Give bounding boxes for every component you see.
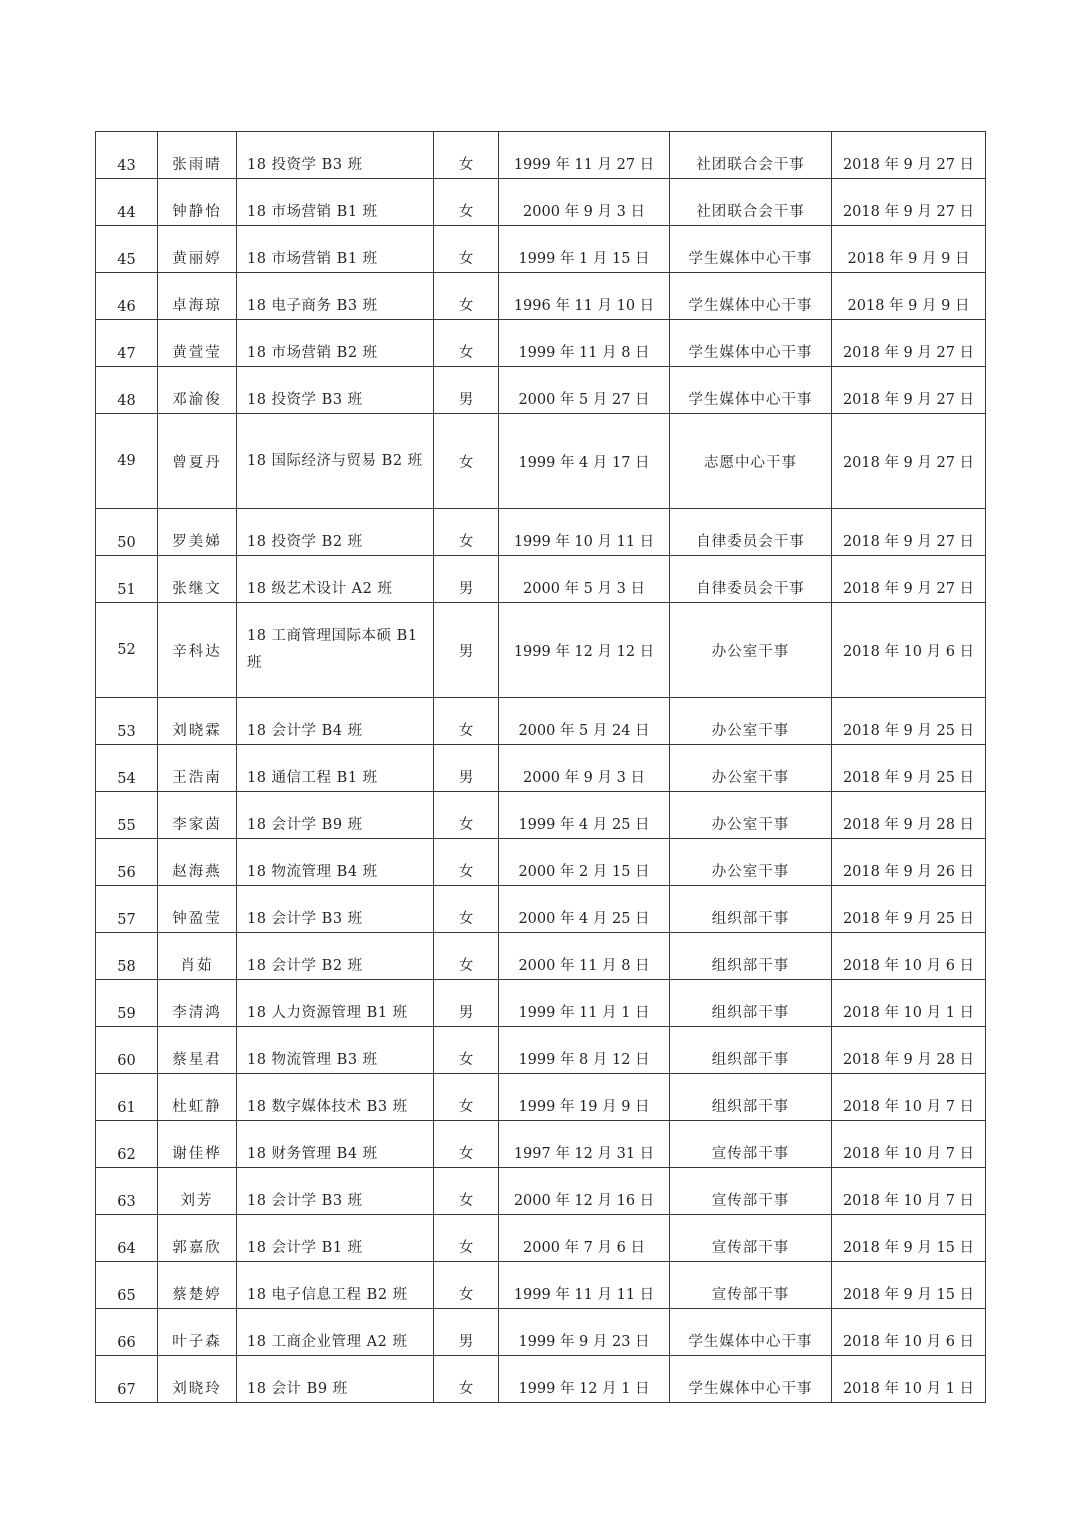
birth-date-cell: 1996 年 11 月 10 日 <box>499 273 670 320</box>
student-name-cell: 曾夏丹 <box>158 414 237 509</box>
table-row <box>96 839 986 886</box>
position-cell: 学生媒体中心干事 <box>670 226 832 273</box>
table-row <box>96 792 986 839</box>
student-name-cell: 李清鸿 <box>158 980 237 1027</box>
gender-cell: 女 <box>434 1027 499 1074</box>
table-row <box>96 226 986 273</box>
birth-date-cell: 1999 年 11 月 27 日 <box>499 132 670 179</box>
gender-cell: 男 <box>434 980 499 1027</box>
position-cell: 自律委员会干事 <box>670 556 832 603</box>
row-number-cell: 50 <box>96 509 158 556</box>
gender-cell: 女 <box>434 1168 499 1215</box>
position-cell: 办公室干事 <box>670 839 832 886</box>
birth-date-cell: 1999 年 10 月 11 日 <box>499 509 670 556</box>
join-date-cell: 2018 年 9 月 27 日 <box>832 414 986 509</box>
class-name-cell: 18 投资学 B2 班 <box>237 509 434 556</box>
join-date-cell: 2018 年 9 月 25 日 <box>832 698 986 745</box>
join-date-cell: 2018 年 9 月 9 日 <box>832 226 986 273</box>
student-name-cell: 刘芳 <box>158 1168 237 1215</box>
birth-date-cell: 1999 年 1 月 15 日 <box>499 226 670 273</box>
table-row <box>96 1309 986 1356</box>
gender-cell: 女 <box>434 226 499 273</box>
position-cell: 办公室干事 <box>670 698 832 745</box>
class-name-cell: 18 会计学 B3 班 <box>237 886 434 933</box>
student-name-cell: 肖茹 <box>158 933 237 980</box>
class-name-cell: 18 数字媒体技术 B3 班 <box>237 1074 434 1121</box>
gender-cell: 女 <box>434 1074 499 1121</box>
position-cell: 宣传部干事 <box>670 1262 832 1309</box>
class-name-cell: 18 会计学 B1 班 <box>237 1215 434 1262</box>
student-name-cell: 赵海燕 <box>158 839 237 886</box>
birth-date-cell: 2000 年 11 月 8 日 <box>499 933 670 980</box>
join-date-cell: 2018 年 10 月 7 日 <box>832 1121 986 1168</box>
table-row <box>96 1215 986 1262</box>
row-number-cell: 60 <box>96 1027 158 1074</box>
gender-cell: 女 <box>434 886 499 933</box>
birth-date-cell: 1999 年 12 月 1 日 <box>499 1356 670 1403</box>
position-cell: 宣传部干事 <box>670 1215 832 1262</box>
gender-cell: 女 <box>434 320 499 367</box>
row-number-cell: 45 <box>96 226 158 273</box>
position-cell: 学生媒体中心干事 <box>670 320 832 367</box>
gender-cell: 女 <box>434 132 499 179</box>
student-name-cell: 钟静怡 <box>158 179 237 226</box>
row-number-cell: 46 <box>96 273 158 320</box>
join-date-cell: 2018 年 10 月 7 日 <box>832 1168 986 1215</box>
student-name-cell: 罗美娣 <box>158 509 237 556</box>
join-date-cell: 2018 年 9 月 27 日 <box>832 179 986 226</box>
student-name-cell: 蔡楚婷 <box>158 1262 237 1309</box>
gender-cell: 女 <box>434 1121 499 1168</box>
birth-date-cell: 2000 年 9 月 3 日 <box>499 179 670 226</box>
student-name-cell: 刘晓玲 <box>158 1356 237 1403</box>
position-cell: 社团联合会干事 <box>670 179 832 226</box>
gender-cell: 男 <box>434 1309 499 1356</box>
student-name-cell: 叶子森 <box>158 1309 237 1356</box>
birth-date-cell: 1999 年 19 月 9 日 <box>499 1074 670 1121</box>
table-row <box>96 509 986 556</box>
birth-date-cell: 2000 年 2 月 15 日 <box>499 839 670 886</box>
position-cell: 组织部干事 <box>670 1027 832 1074</box>
table-row <box>96 1262 986 1309</box>
roster-table <box>95 131 986 1403</box>
class-name-cell: 18 会计学 B9 班 <box>237 792 434 839</box>
roster-body <box>96 132 986 1403</box>
table-row <box>96 1121 986 1168</box>
join-date-cell: 2018 年 10 月 1 日 <box>832 980 986 1027</box>
join-date-cell: 2018 年 10 月 1 日 <box>832 1356 986 1403</box>
birth-date-cell: 1999 年 11 月 11 日 <box>499 1262 670 1309</box>
row-number-cell: 56 <box>96 839 158 886</box>
table-row <box>96 1356 986 1403</box>
birth-date-cell: 1999 年 8 月 12 日 <box>499 1027 670 1074</box>
student-name-cell: 卓海琼 <box>158 273 237 320</box>
birth-date-cell: 2000 年 4 月 25 日 <box>499 886 670 933</box>
position-cell: 组织部干事 <box>670 886 832 933</box>
position-cell: 社团联合会干事 <box>670 132 832 179</box>
table-row <box>96 1168 986 1215</box>
gender-cell: 女 <box>434 179 499 226</box>
table-row <box>96 745 986 792</box>
join-date-cell: 2018 年 9 月 27 日 <box>832 367 986 414</box>
row-number-cell: 52 <box>96 603 158 698</box>
table-row <box>96 933 986 980</box>
student-name-cell: 辛科达 <box>158 603 237 698</box>
gender-cell: 女 <box>434 839 499 886</box>
join-date-cell: 2018 年 10 月 6 日 <box>832 1309 986 1356</box>
gender-cell: 女 <box>434 698 499 745</box>
table-row <box>96 1027 986 1074</box>
student-name-cell: 张继文 <box>158 556 237 603</box>
student-name-cell: 黄萱莹 <box>158 320 237 367</box>
class-name-cell: 18 投资学 B3 班 <box>237 132 434 179</box>
birth-date-cell: 2000 年 7 月 6 日 <box>499 1215 670 1262</box>
gender-cell: 女 <box>434 509 499 556</box>
join-date-cell: 2018 年 10 月 6 日 <box>832 603 986 698</box>
row-number-cell: 55 <box>96 792 158 839</box>
join-date-cell: 2018 年 9 月 27 日 <box>832 509 986 556</box>
birth-date-cell: 2000 年 5 月 27 日 <box>499 367 670 414</box>
birth-date-cell: 2000 年 5 月 24 日 <box>499 698 670 745</box>
position-cell: 学生媒体中心干事 <box>670 273 832 320</box>
position-cell: 办公室干事 <box>670 745 832 792</box>
table-row <box>96 132 986 179</box>
row-number-cell: 49 <box>96 414 158 509</box>
table-row <box>96 367 986 414</box>
birth-date-cell: 1999 年 12 月 12 日 <box>499 603 670 698</box>
row-number-cell: 43 <box>96 132 158 179</box>
position-cell: 组织部干事 <box>670 980 832 1027</box>
row-number-cell: 67 <box>96 1356 158 1403</box>
row-number-cell: 61 <box>96 1074 158 1121</box>
gender-cell: 男 <box>434 603 499 698</box>
birth-date-cell: 2000 年 12 月 16 日 <box>499 1168 670 1215</box>
row-number-cell: 51 <box>96 556 158 603</box>
row-number-cell: 59 <box>96 980 158 1027</box>
gender-cell: 男 <box>434 367 499 414</box>
birth-date-cell: 1999 年 9 月 23 日 <box>499 1309 670 1356</box>
row-number-cell: 65 <box>96 1262 158 1309</box>
position-cell: 宣传部干事 <box>670 1168 832 1215</box>
class-name-cell: 18 级艺术设计 A2 班 <box>237 556 434 603</box>
join-date-cell: 2018 年 9 月 15 日 <box>832 1262 986 1309</box>
row-number-cell: 53 <box>96 698 158 745</box>
table-row <box>96 698 986 745</box>
class-name-cell: 18 工商管理国际本硕 B1 班 <box>237 603 434 698</box>
join-date-cell: 2018 年 9 月 25 日 <box>832 745 986 792</box>
birth-date-cell: 2000 年 9 月 3 日 <box>499 745 670 792</box>
gender-cell: 男 <box>434 556 499 603</box>
position-cell: 宣传部干事 <box>670 1121 832 1168</box>
table-row <box>96 556 986 603</box>
gender-cell: 男 <box>434 745 499 792</box>
class-name-cell: 18 电子商务 B3 班 <box>237 273 434 320</box>
position-cell: 办公室干事 <box>670 603 832 698</box>
class-name-cell: 18 财务管理 B4 班 <box>237 1121 434 1168</box>
table-row <box>96 980 986 1027</box>
gender-cell: 女 <box>434 1262 499 1309</box>
gender-cell: 女 <box>434 273 499 320</box>
join-date-cell: 2018 年 9 月 28 日 <box>832 792 986 839</box>
join-date-cell: 2018 年 9 月 26 日 <box>832 839 986 886</box>
table-row <box>96 414 986 509</box>
student-name-cell: 杜虹静 <box>158 1074 237 1121</box>
join-date-cell: 2018 年 9 月 27 日 <box>832 556 986 603</box>
row-number-cell: 58 <box>96 933 158 980</box>
join-date-cell: 2018 年 9 月 27 日 <box>832 132 986 179</box>
class-name-cell: 18 市场营销 B2 班 <box>237 320 434 367</box>
position-cell: 组织部干事 <box>670 1074 832 1121</box>
class-name-cell: 18 电子信息工程 B2 班 <box>237 1262 434 1309</box>
class-name-cell: 18 会计学 B4 班 <box>237 698 434 745</box>
class-name-cell: 18 会计 B9 班 <box>237 1356 434 1403</box>
table-row <box>96 1074 986 1121</box>
student-name-cell: 刘晓霖 <box>158 698 237 745</box>
position-cell: 自律委员会干事 <box>670 509 832 556</box>
class-name-cell: 18 工商企业管理 A2 班 <box>237 1309 434 1356</box>
join-date-cell: 2018 年 9 月 28 日 <box>832 1027 986 1074</box>
birth-date-cell: 1999 年 4 月 17 日 <box>499 414 670 509</box>
row-number-cell: 62 <box>96 1121 158 1168</box>
student-name-cell: 郭嘉欣 <box>158 1215 237 1262</box>
class-name-cell: 18 投资学 B3 班 <box>237 367 434 414</box>
row-number-cell: 66 <box>96 1309 158 1356</box>
row-number-cell: 48 <box>96 367 158 414</box>
class-name-cell: 18 市场营销 B1 班 <box>237 179 434 226</box>
student-name-cell: 谢佳桦 <box>158 1121 237 1168</box>
gender-cell: 女 <box>434 1215 499 1262</box>
student-name-cell: 张雨晴 <box>158 132 237 179</box>
table-row <box>96 273 986 320</box>
student-name-cell: 蔡星君 <box>158 1027 237 1074</box>
student-name-cell: 邓渝俊 <box>158 367 237 414</box>
table-row <box>96 179 986 226</box>
class-name-cell: 18 会计学 B2 班 <box>237 933 434 980</box>
birth-date-cell: 1999 年 11 月 8 日 <box>499 320 670 367</box>
birth-date-cell: 1999 年 4 月 25 日 <box>499 792 670 839</box>
row-number-cell: 57 <box>96 886 158 933</box>
birth-date-cell: 1997 年 12 月 31 日 <box>499 1121 670 1168</box>
birth-date-cell: 1999 年 11 月 1 日 <box>499 980 670 1027</box>
join-date-cell: 2018 年 9 月 15 日 <box>832 1215 986 1262</box>
join-date-cell: 2018 年 10 月 7 日 <box>832 1074 986 1121</box>
join-date-cell: 2018 年 9 月 9 日 <box>832 273 986 320</box>
class-name-cell: 18 人力资源管理 B1 班 <box>237 980 434 1027</box>
position-cell: 办公室干事 <box>670 792 832 839</box>
class-name-cell: 18 物流管理 B3 班 <box>237 1027 434 1074</box>
row-number-cell: 63 <box>96 1168 158 1215</box>
gender-cell: 女 <box>434 792 499 839</box>
table-row <box>96 886 986 933</box>
gender-cell: 女 <box>434 1356 499 1403</box>
class-name-cell: 18 市场营销 B1 班 <box>237 226 434 273</box>
position-cell: 学生媒体中心干事 <box>670 1309 832 1356</box>
class-name-cell: 18 物流管理 B4 班 <box>237 839 434 886</box>
class-name-cell: 18 通信工程 B1 班 <box>237 745 434 792</box>
row-number-cell: 54 <box>96 745 158 792</box>
position-cell: 志愿中心干事 <box>670 414 832 509</box>
class-name-cell: 18 会计学 B3 班 <box>237 1168 434 1215</box>
student-name-cell: 李家茵 <box>158 792 237 839</box>
join-date-cell: 2018 年 9 月 27 日 <box>832 320 986 367</box>
row-number-cell: 44 <box>96 179 158 226</box>
position-cell: 学生媒体中心干事 <box>670 367 832 414</box>
row-number-cell: 64 <box>96 1215 158 1262</box>
table-row <box>96 603 986 698</box>
position-cell: 组织部干事 <box>670 933 832 980</box>
birth-date-cell: 2000 年 5 月 3 日 <box>499 556 670 603</box>
join-date-cell: 2018 年 9 月 25 日 <box>832 886 986 933</box>
class-name-cell: 18 国际经济与贸易 B2 班 <box>237 414 434 509</box>
student-name-cell: 王浩南 <box>158 745 237 792</box>
gender-cell: 女 <box>434 933 499 980</box>
table-row <box>96 320 986 367</box>
position-cell: 学生媒体中心干事 <box>670 1356 832 1403</box>
gender-cell: 女 <box>434 414 499 509</box>
student-name-cell: 钟盈莹 <box>158 886 237 933</box>
row-number-cell: 47 <box>96 320 158 367</box>
join-date-cell: 2018 年 10 月 6 日 <box>832 933 986 980</box>
student-name-cell: 黄丽婷 <box>158 226 237 273</box>
